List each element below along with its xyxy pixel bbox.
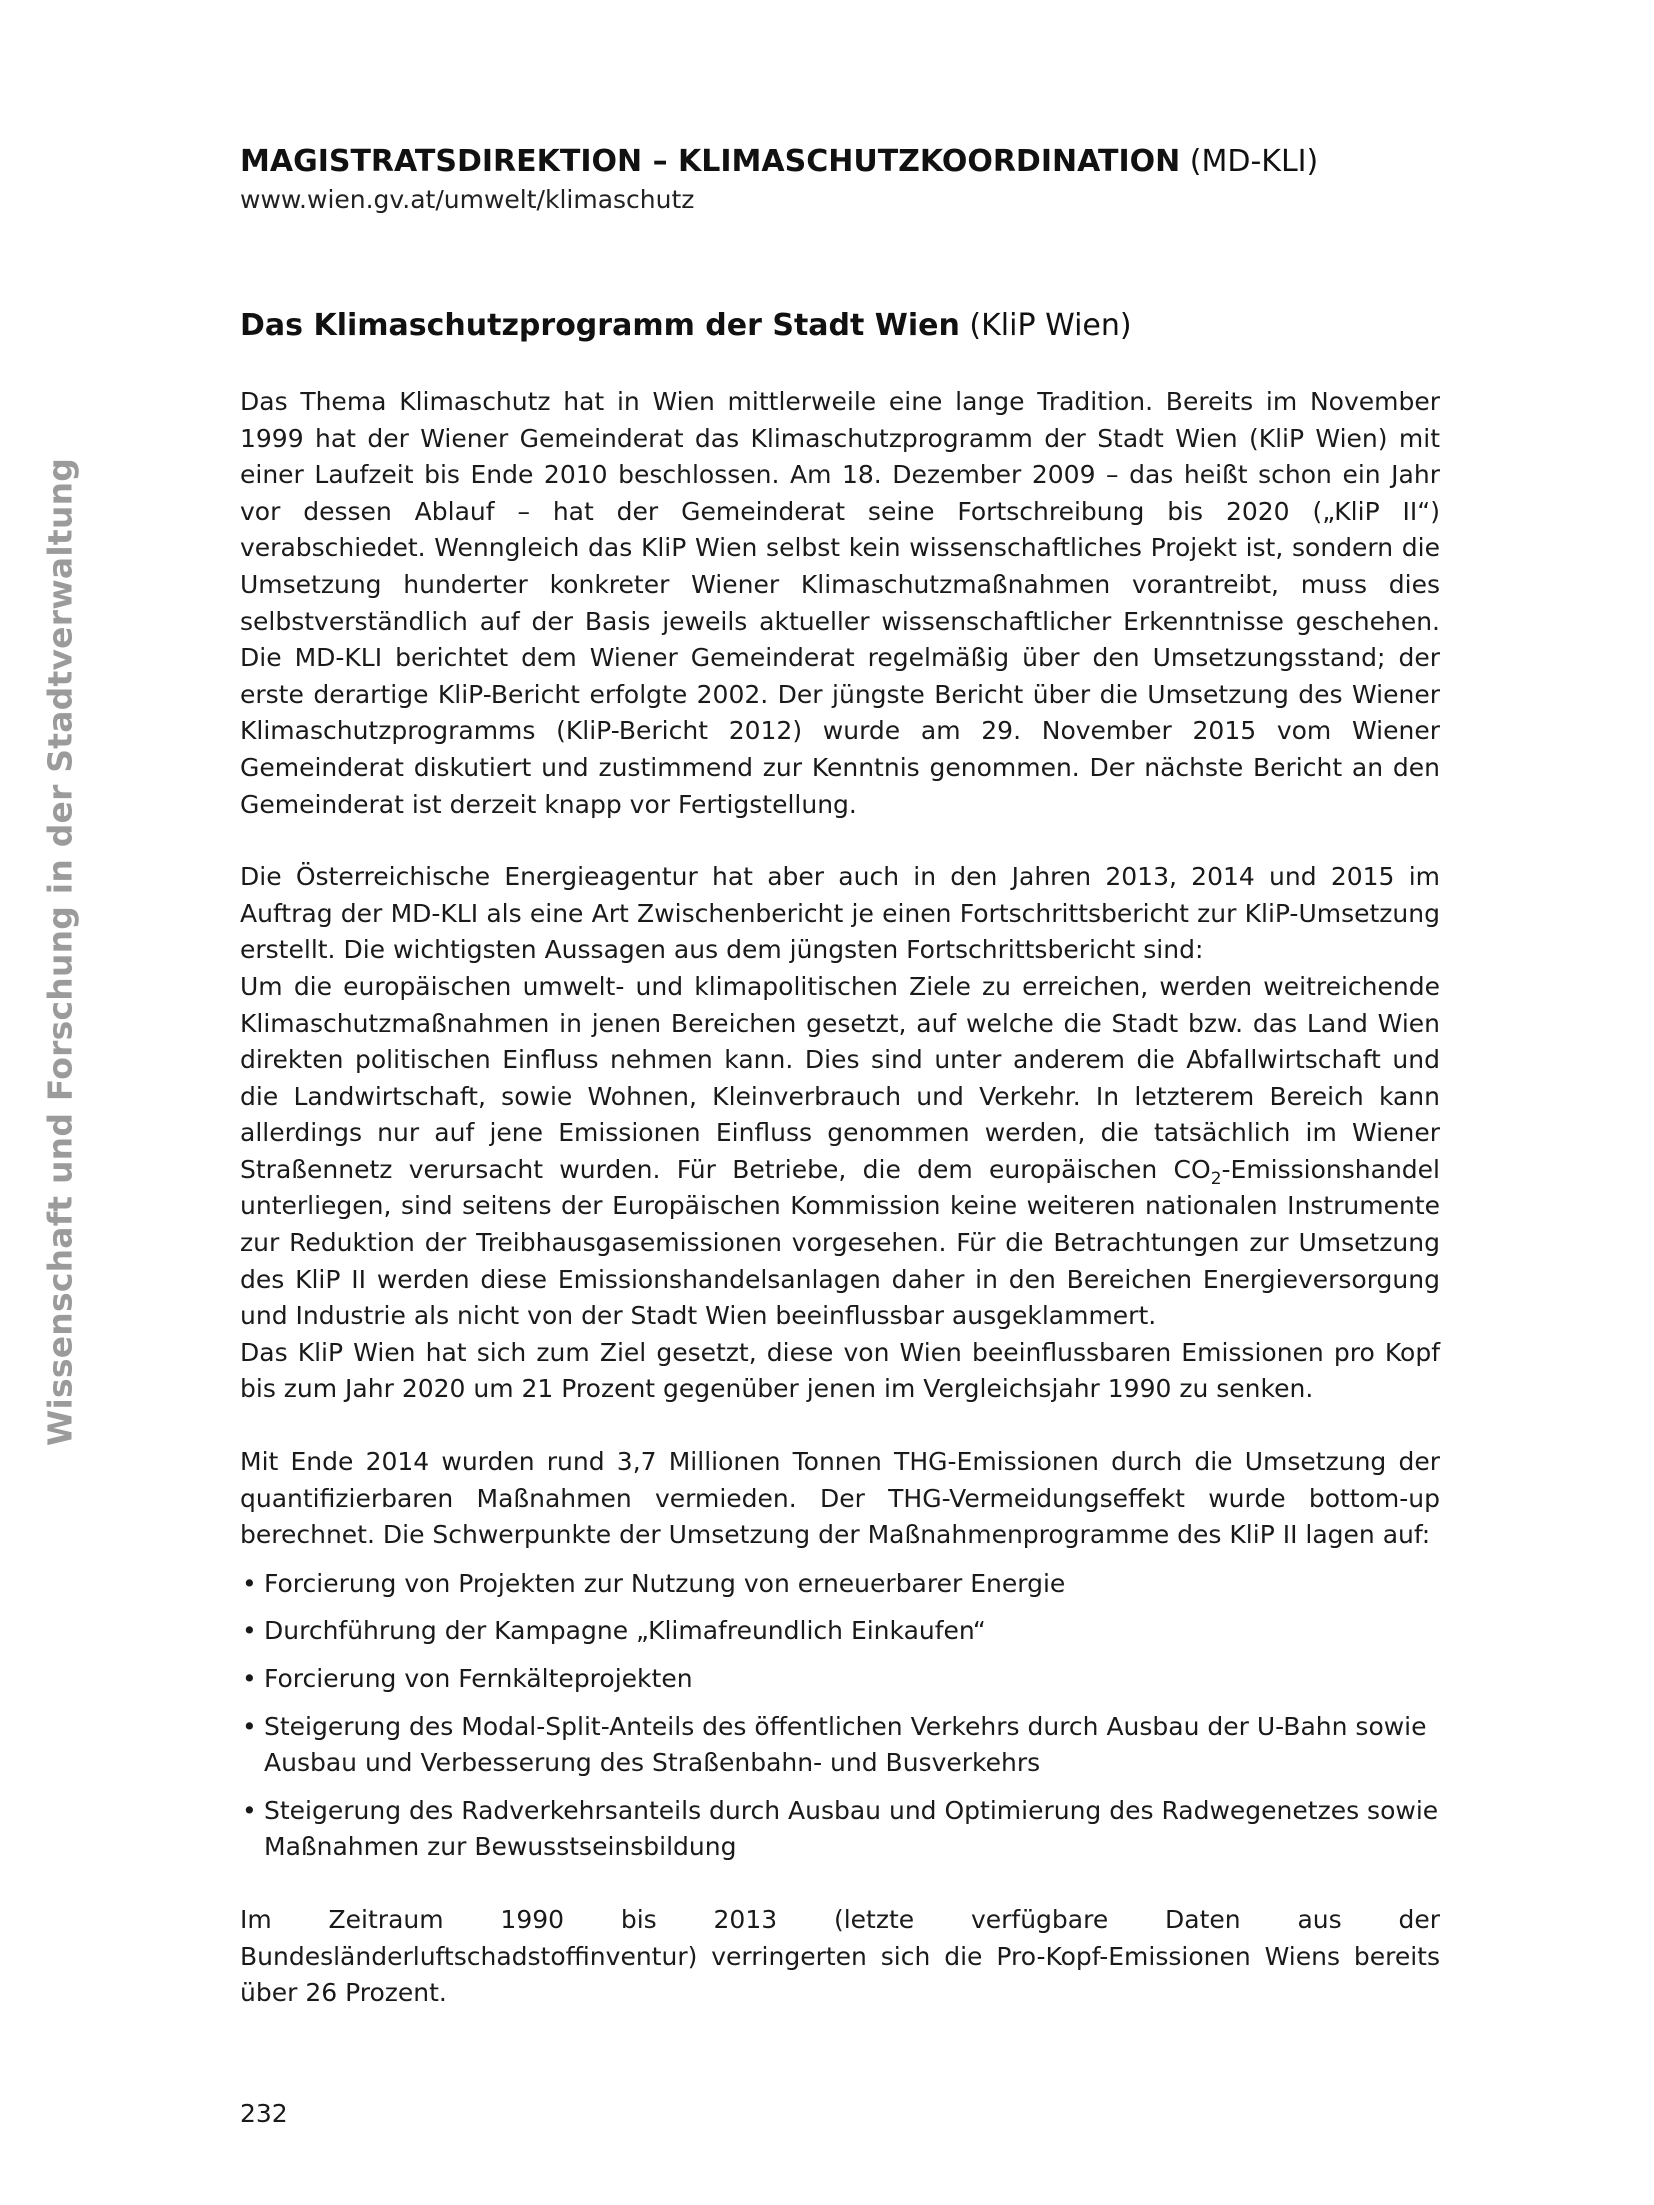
bullet-icon: • [242, 1711, 257, 1741]
organization-url: www.wien.gv.at/umwelt/klimaschutz [240, 185, 695, 214]
list-item [240, 1661, 1440, 1698]
list-item-text: Steigerung des Radverkehrsanteils durch Ausbau und Optimierung des Radwegenetzes sowie Maßnahmen zur Bewusstseinsbildung [264, 1795, 1439, 1862]
organization-title [240, 142, 1440, 182]
section-title-abbreviation: (KliP Wien) [959, 308, 1132, 343]
list-item [240, 1709, 1440, 1782]
paragraph-zeitraum: Im Zeitraum 1990 bis 2013 (letzte verfügbare Daten aus der Bundesländerluftschadstoffinventur) verringerten sich die Pro-Kopf-Emissionen Wiens bereits über 26 Prozent. [240, 1904, 1440, 2008]
vertical-section-label: Wissenschaft und Forschung in der Stadtverwaltung [40, 457, 80, 1447]
list-item [240, 1613, 1440, 1650]
paragraph-energieagentur: Die Österreichische Energieagentur hat aber auch in den Jahren 2013, 2014 und 2015 im Auftrag der MD-KLI als eine Art Zwischenbericht je einen Fortschrittsbericht zur KliP-Umsetzung erstellt. Die wichtigsten Aussagen aus dem jüngsten Fortschrittsbericht sind: [240, 862, 1440, 965]
co2-subscript: 2 [1210, 1168, 1222, 1189]
page-number: 232 [240, 2099, 288, 2128]
bullet-icon: • [242, 1795, 257, 1825]
page-content [240, 142, 1440, 2012]
paragraph-emissionen: Mit Ende 2014 wurden rund 3,7 Millionen Tonnen THG-Emissionen durch die Umsetzung der quantifizierbaren Maßnahmen vermieden. Der THG-Vermeidungseffekt wurde bottom-up berechnet. Die Schwerpunkte der Umsetzung der Maßnahmenprogramme des KliP II lagen auf: [240, 1447, 1440, 1550]
paragraph-tradition: Das Thema Klimaschutz hat in Wien mittlerweile eine lange Tradition. Bereits im November 1999 hat der Wiener Gemeinderat das Klimaschutzprogramm der Stadt Wien (KliP Wien) mit einer Laufzeit bis Ende 2010 beschlossen. Am 18. Dezember 2009 – das heißt schon ein Jahr vor dessen Ablauf – hat der Gemeinderat seine Fortschreibung bis 2020 („KliP II“) verabschiedet. Wenngleich das KliP Wien selbst kein wissenschaftliches Projekt ist, sondern die Umsetzung hunderter konkreter Wiener Klimaschutzmaßnahmen vorantreibt, muss dies selbstverständlich auf der Basis jeweils aktueller wissenschaftlicher Erkenntnisse geschehen. Die MD-KLI berichtet dem Wiener Gemeinderat regelmäßig über den Umsetzungsstand; der erste derartige KliP-Bericht erfolgte 2002. Der jüngste Bericht über die Umsetzung des Wiener Klimaschutzprogramms (KliP-Bericht 2012) wurde am 29. November 2015 vom Wiener Gemeinderat diskutiert und zustimmend zur Kenntnis genommen. Der nächste Bericht an den Gemeinderat ist derzeit knapp vor Fertigstellung. [240, 387, 1440, 819]
bullet-icon: • [242, 1664, 257, 1693]
paragraph-zielsetzung: Das KliP Wien hat sich zum Ziel gesetzt, diese von Wien beeinflussbaren Emissionen pro Kopf bis zum Jahr 2020 um 21 Prozent gegenüber jenen im Vergleichsjahr 1990 zu senken. [240, 1337, 1440, 1404]
list-item-text: Forcierung von Fernkälteprojekten [264, 1664, 693, 1693]
bullet-icon: • [242, 1568, 257, 1598]
section-title [240, 306, 1440, 346]
organization-name: MAGISTRATSDIREKTION – KLIMASCHUTZKOORDINATION [240, 144, 1181, 179]
list-item [240, 1566, 1440, 1603]
measures-list [240, 1566, 1440, 1866]
organization-abbreviation: (MD-KLI) [1180, 144, 1319, 179]
list-item-text: Forcierung von Projekten zur Nutzung von erneuerbarer Energie [264, 1568, 1066, 1598]
list-item [240, 1793, 1440, 1866]
paragraph-ziele-part1: Um die europäischen umwelt- und klimapolitischen Ziele zu erreichen, werden weitreichende Klimaschutzmaßnahmen in jenen Bereichen gesetzt, auf welche die Stadt bzw. das Land Wien direkten politischen Einfluss nehmen kann. Dies sind unter anderem die Abfallwirtschaft und die Landwirtschaft, sowie Wohnen, Kleinverbrauch und Verkehr. In letzterem Bereich kann allerdings nur auf jene Emissionen Einfluss genommen werden, die tatsächlich im Wiener Straßennetz verursacht wurden. Für Betriebe, die dem europäischen CO [240, 971, 1440, 1184]
section-title-main: Das Klimaschutzprogramm der Stadt Wien [240, 308, 960, 343]
list-item-text: Durchführung der Kampagne „Klimafreundlich Einkaufen“ [264, 1616, 986, 1646]
paragraph-ziele [240, 969, 1440, 1335]
list-item-text: Steigerung des Modal-Split-Anteils des öffentlichen Verkehrs durch Ausbau der U-Bahn sowie Ausbau und Verbesserung des Straßenbahn- und Busverkehrs [264, 1711, 1427, 1778]
paragraph-ziele-part2: -Emissionshandel unterliegen, sind seitens der Europäischen Kommission keine weiteren nationalen Instrumente zur Reduktion der Treibhausgasemissionen vorgesehen. Für die Betrachtungen zur Umsetzung des KliP II werden diese Emissionshandelsanlagen daher in den Bereichen Energieversorgung und Industrie als nicht von der Stadt Wien beeinflussbar ausgeklammert. [240, 1154, 1440, 1331]
bullet-icon: • [242, 1616, 257, 1646]
